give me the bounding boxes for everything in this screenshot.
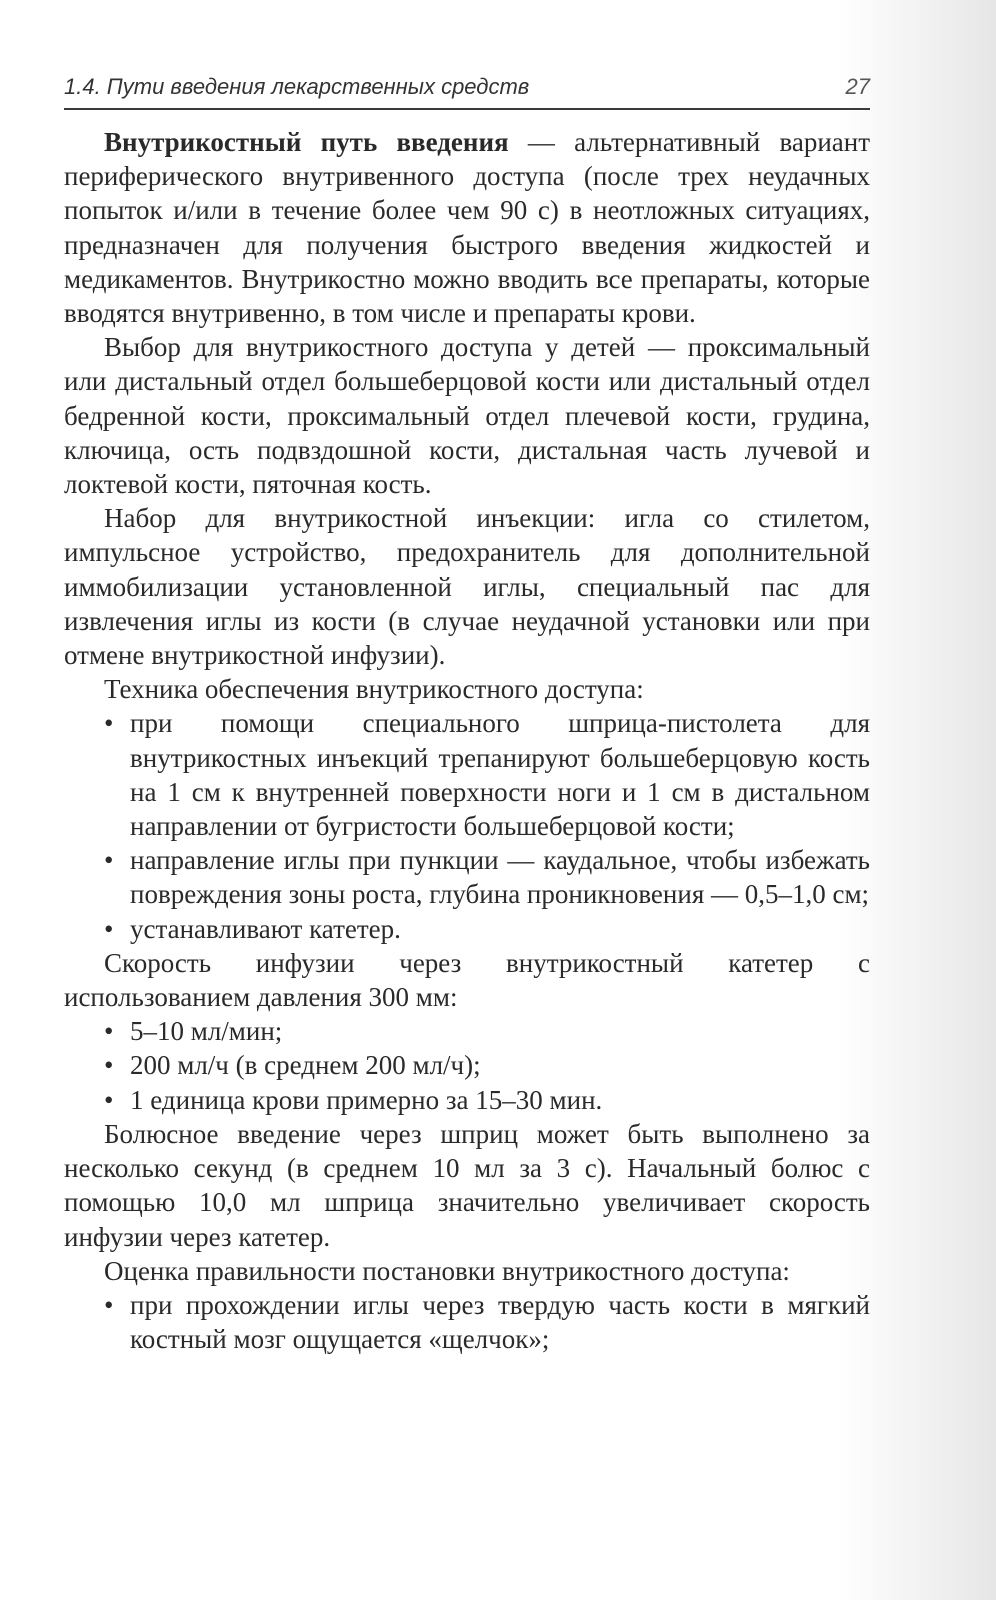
list-item: • при прохождении иглы через твердую часть кости в мягкий костный мозг ощущается «щелчок»; (104, 1289, 870, 1355)
paragraph-infusion-rate: Скорость инфузии через внутрикостный катетер с использованием давления 300 мм: (64, 947, 870, 1013)
paragraph-bolus: Болюсное введение через шприц может быть выполнено за несколько секунд (в среднем 10 мл за 3 с). Начальный болюс с помощью 10,0 мл шприца значительно увеличивает скорость инфузии через катетер. (64, 1118, 870, 1252)
list-item: • 200 мл/ч (в среднем 200 мл/ч); (130, 1048, 870, 1082)
bullet-icon: • (104, 913, 114, 944)
list-item: • направление иглы при пункции — каудальное, чтобы избежать повреждения зоны роста, глубина проникновения — 0,5–1,0 см; (104, 845, 870, 910)
bullet-icon: • (104, 1289, 114, 1320)
bullet-icon: • (104, 1050, 114, 1081)
paragraph-intraosseous-route (64, 125, 870, 330)
list-item: • 1 единица крови примерно за 15–30 мин. (130, 1083, 870, 1117)
assessment-list (64, 1288, 870, 1356)
running-header (64, 72, 870, 110)
rate-list (64, 1014, 870, 1117)
paragraph-technique: Техника обеспечения внутрикостного доступа: (104, 674, 644, 705)
bullet-icon: • (104, 1084, 114, 1115)
page-body (64, 125, 870, 1356)
bullet-icon: • (104, 1016, 114, 1047)
term-bold: Внутрикостный путь введения (104, 127, 509, 157)
section-title: 1.4. Пути введения лекарственных средств (64, 74, 530, 99)
bullet-icon: • (104, 845, 114, 876)
list-item: • при помощи специального шприца-пистолета для внутрикостных инъекций трепанируют большеберцовую кость на 1 см к внутренней поверхности ноги и 1 см в дистальном направлении от бугристости большеберцовой кости; (104, 708, 870, 842)
paragraph-assessment: Оценка правильности постановки внутрикостного доступа: (104, 1255, 790, 1286)
paragraph-sites: Выбор для внутрикостного доступа у детей — проксимальный или дистальный отдел большеберцовой кости или дистальный отдел бедренной кости, проксимальный отдел плечевой кости, грудина, ключица, ость подвздошной кости, дистальная часть лучевой и локтевой кости, пяточная кость. (64, 332, 870, 500)
technique-list (64, 706, 870, 945)
bullet-icon: • (104, 708, 114, 739)
paragraph-text: — альтернативный вариант периферического внутривенного доступа (после трех неудачных попыток и/или в течение более чем 90 с) в неотложных ситуациях, предназначен для получения быстрого введения жидкостей и медикаментов. Внутрикостно можно вводить все препараты, которые вводятся внутривенно, в том числе и препараты крови. (64, 127, 871, 329)
list-item: • 5–10 мл/мин; (130, 1014, 870, 1048)
paragraph-kit: Набор для внутрикостной инъекции: игла со стилетом, импульсное устройство, предохранитель для дополнительной иммобилизации установленной иглы, специальный пас для извлечения иглы из кости (в случае неудачной установки или при отмене внутрикостной инфузии). (64, 503, 870, 671)
list-item: • устанавливают катетер. (130, 912, 870, 946)
page-number: 27 (845, 74, 870, 99)
